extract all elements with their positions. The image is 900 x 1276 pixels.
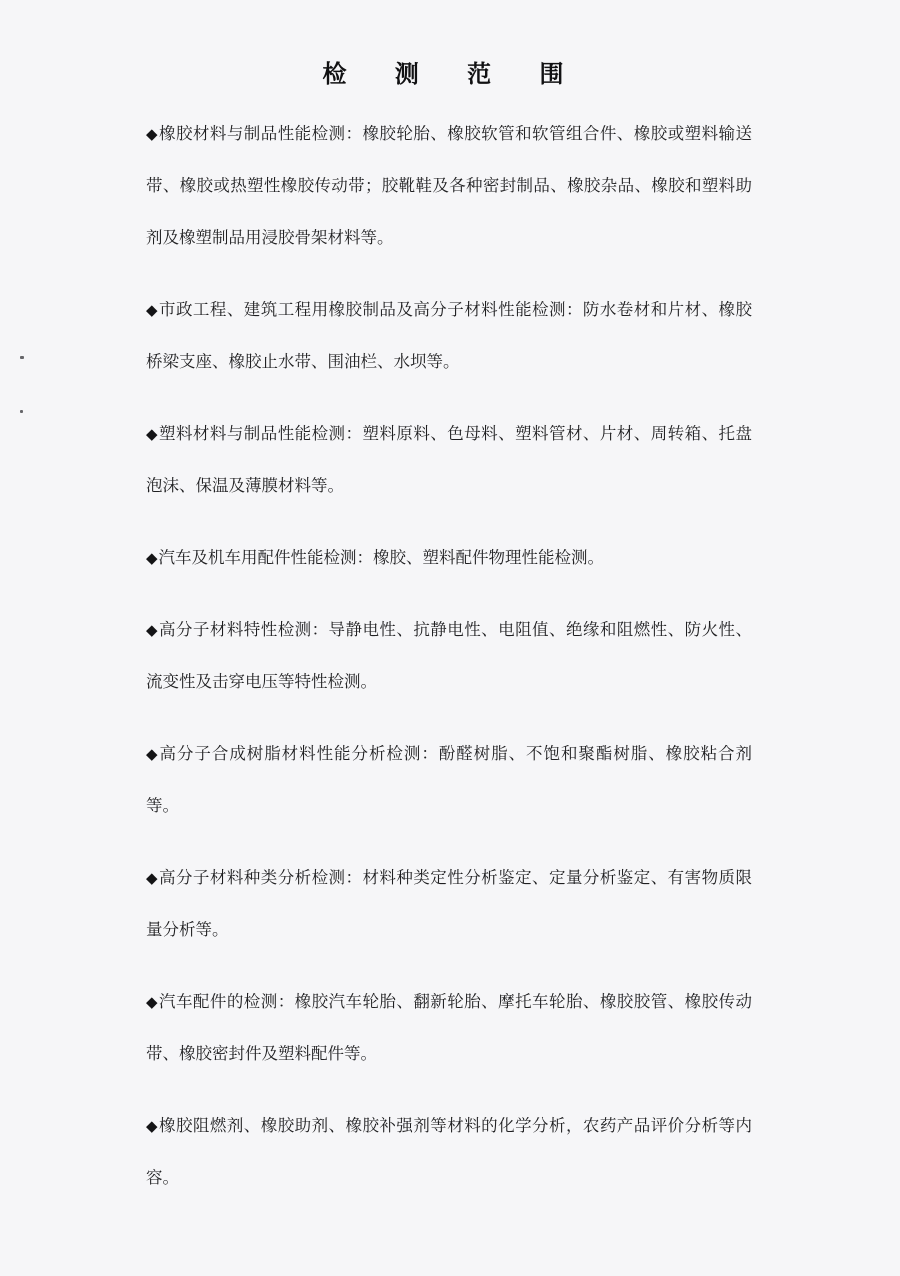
scope-item: [146, 408, 752, 512]
scope-list: [146, 108, 752, 1204]
diamond-bullet-icon: ◆: [146, 1117, 158, 1135]
diamond-bullet-icon: ◆: [146, 993, 158, 1011]
scope-item: [146, 852, 752, 956]
scope-item: [146, 604, 752, 708]
scope-item-text: 高分子材料特性检测：导静电性、抗静电性、电阻值、绝缘和阻燃性、防火性、流变性及击穿电压等特性检测。: [146, 620, 752, 691]
scan-speck: [20, 356, 24, 359]
scope-item: [146, 728, 752, 832]
scope-item-text: 橡胶材料与制品性能检测：橡胶轮胎、橡胶软管和软管组合件、橡胶或塑料输送带、橡胶或热塑性橡胶传动带；胶靴鞋及各种密封制品、橡胶杂品、橡胶和塑料助剂及橡塑制品用浸胶骨架材料等。: [146, 124, 752, 247]
scope-item-text: 橡胶阻燃剂、橡胶助剂、橡胶补强剂等材料的化学分析，农药产品评价分析等内容。: [146, 1116, 752, 1187]
scope-item: [146, 1100, 752, 1204]
scope-item-text: 塑料材料与制品性能检测：塑料原料、色母料、塑料管材、片材、周转箱、托盘泡沫、保温及薄膜材料等。: [146, 424, 752, 495]
scope-item: [146, 108, 752, 264]
scope-item-text: 高分子合成树脂材料性能分析检测：酚醛树脂、不饱和聚酯树脂、橡胶粘合剂等。: [146, 744, 752, 815]
page-title: 检 测 范 围: [322, 60, 584, 88]
scope-item-text: 汽车配件的检测：橡胶汽车轮胎、翻新轮胎、摩托车轮胎、橡胶胶管、橡胶传动带、橡胶密封件及塑料配件等。: [146, 992, 752, 1063]
diamond-bullet-icon: ◆: [146, 869, 158, 887]
scope-item-text: 市政工程、建筑工程用橡胶制品及高分子材料性能检测：防水卷材和片材、橡胶桥梁支座、橡胶止水带、围油栏、水坝等。: [146, 300, 752, 371]
scope-item: [146, 532, 752, 584]
diamond-bullet-icon: ◆: [146, 549, 158, 567]
scope-item-text: 高分子材料种类分析检测：材料种类定性分析鉴定、定量分析鉴定、有害物质限量分析等。: [146, 868, 752, 939]
scope-item-text: 汽车及机车用配件性能检测：橡胶、塑料配件物理性能检测。: [158, 548, 605, 567]
scope-item: [146, 284, 752, 388]
diamond-bullet-icon: ◆: [146, 301, 158, 319]
scope-item: [146, 976, 752, 1080]
diamond-bullet-icon: ◆: [146, 745, 159, 763]
diamond-bullet-icon: ◆: [146, 125, 158, 143]
diamond-bullet-icon: ◆: [146, 425, 158, 443]
scan-speck: [20, 410, 23, 413]
diamond-bullet-icon: ◆: [146, 621, 158, 639]
